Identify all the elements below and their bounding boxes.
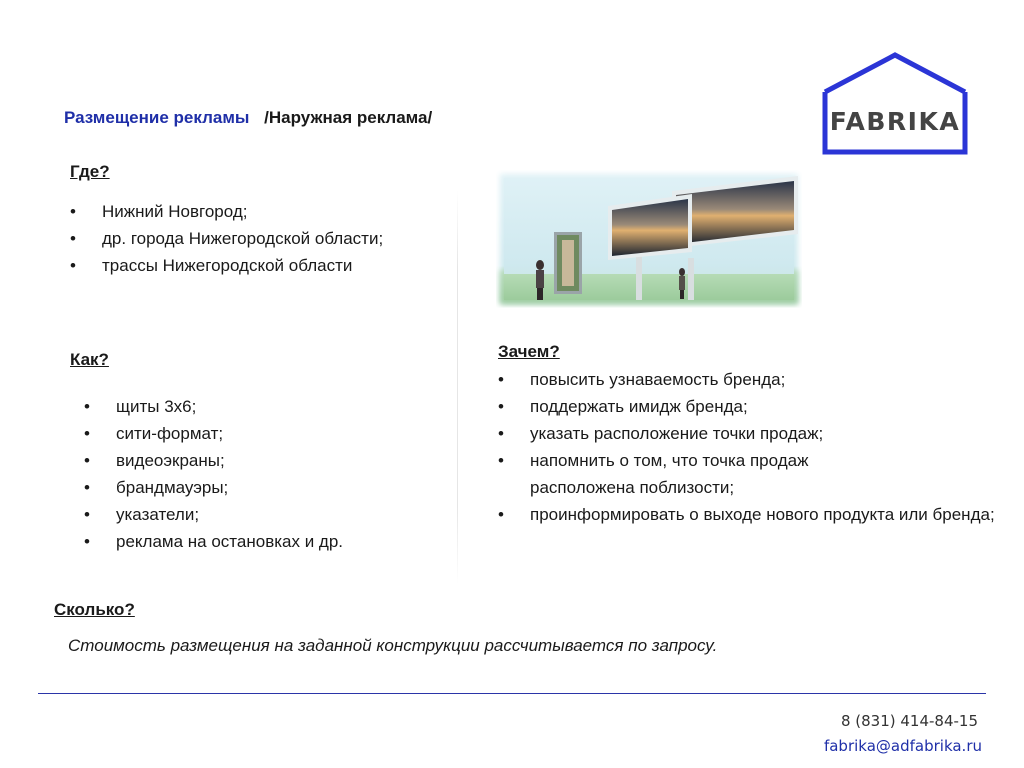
list-item: • реклама на остановках и др.: [84, 528, 424, 555]
how-heading: Как?: [70, 350, 109, 369]
list-item: • трассы Нижегородской области: [70, 252, 430, 279]
list-item: • указатели;: [84, 501, 424, 528]
how-list: [84, 393, 424, 555]
why-heading: Зачем?: [498, 342, 560, 361]
contact-phone: 8 (831) 414-84-15: [840, 712, 978, 730]
list-item: • др. города Нижегородской области;: [70, 225, 392, 252]
list-item: • напомнить о том, что точка продаж расположена поблизости;: [498, 447, 910, 501]
list-item: • Нижний Новгород;: [70, 198, 430, 225]
list-item: • сити-формат;: [84, 420, 424, 447]
list-item: • видеоэкраны;: [84, 447, 424, 474]
title-main: Размещение рекламы: [64, 108, 250, 127]
list-item: • поддержать имидж бренда;: [498, 393, 998, 420]
contact-email[interactable]: fabrika@adfabrika.ru: [823, 737, 982, 755]
footer-divider: [38, 693, 986, 694]
logo-text: FABRIKA: [829, 107, 961, 136]
column-divider: [457, 190, 458, 585]
price-note: Стоимость размещения на заданной конструкции рассчитывается по запросу.: [68, 636, 718, 655]
list-item: • указать расположение точки продаж;: [498, 420, 998, 447]
list-item: • проинформировать о выходе нового продукта или бренда;: [498, 501, 1000, 528]
where-heading: Где?: [70, 162, 110, 181]
billboards-photo: [496, 170, 802, 308]
list-item: • повысить узнаваемость бренда;: [498, 366, 998, 393]
where-list: [70, 198, 430, 279]
list-item: • щиты 3x6;: [84, 393, 424, 420]
why-list: [498, 366, 998, 528]
fabrika-logo: [822, 52, 968, 156]
title-sub: /Наружная реклама/: [264, 108, 433, 127]
page-title: [64, 108, 432, 128]
howmuch-heading: Сколько?: [54, 600, 135, 619]
list-item: • брандмауэры;: [84, 474, 424, 501]
